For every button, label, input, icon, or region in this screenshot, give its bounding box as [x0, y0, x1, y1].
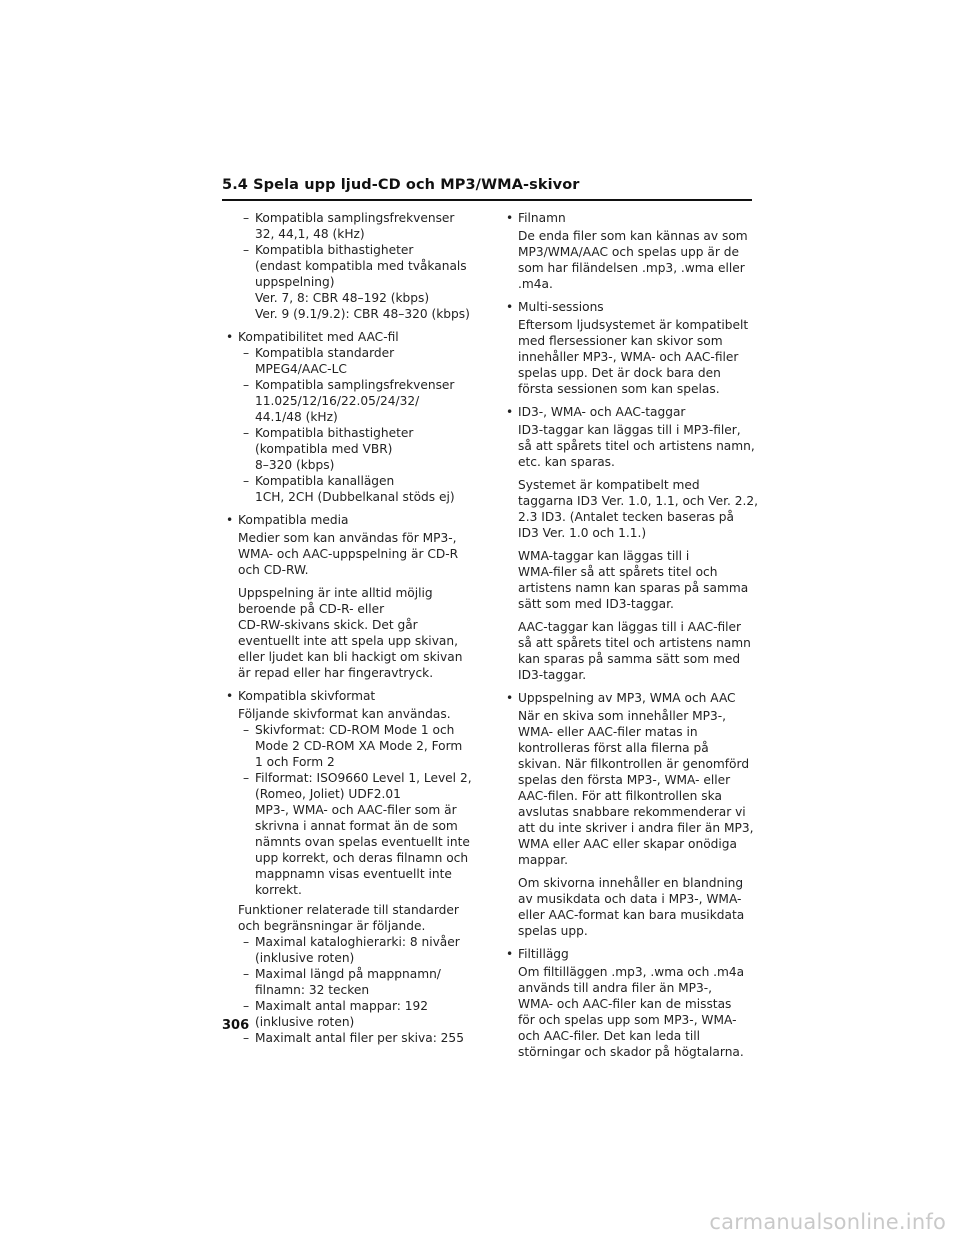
dash-marker: –	[243, 1031, 250, 1045]
text-line: används till andra filer än MP3-,	[518, 981, 713, 995]
text-line: innehåller MP3-, WMA- och AAC-filer	[518, 350, 739, 364]
paragraph	[226, 902, 474, 934]
bullet-marker: •	[506, 691, 514, 705]
dash-marker: –	[243, 211, 250, 225]
paragraph	[506, 317, 754, 397]
dash-item	[226, 1030, 474, 1046]
bullet-marker: •	[506, 211, 514, 225]
text-line: WMA-taggar kan läggas till i	[518, 549, 690, 563]
text-line: Systemet är kompatibelt med	[518, 478, 700, 492]
bullet-title: ID3-, WMA- och AAC-taggar	[518, 405, 686, 419]
text-line: Skivformat: CD-ROM Mode 1 och	[255, 723, 455, 737]
page-number: 306	[222, 1018, 250, 1033]
dash-text	[255, 934, 474, 966]
text-line: MP3/WMA/AAC och spelas upp är de	[518, 245, 739, 259]
paragraph	[506, 548, 754, 612]
bullet-marker: •	[506, 947, 514, 961]
text-line: Om skivorna innehåller en blandning	[518, 876, 744, 890]
header-rule	[222, 199, 752, 201]
text-line: så att spårets titel och artistens namn,	[518, 439, 755, 453]
dash-text	[255, 722, 474, 770]
text-line: WMA eller AAC eller skapar onödiga	[518, 837, 737, 851]
section-title: 5.4 Spela upp ljud-CD och MP3/WMA-skivor	[222, 177, 580, 193]
text-line: Ver. 9 (9.1/9.2): CBR 48–320 (kbps)	[255, 307, 470, 321]
text-line: CD-RW-skivans skick. Det går	[238, 618, 418, 632]
dash-marker: –	[243, 723, 250, 737]
text-line: Maximal kataloghierarki: 8 nivåer	[255, 935, 460, 949]
paragraph	[506, 619, 754, 683]
text-line: (endast kompatibla med tvåkanals	[255, 259, 467, 273]
dash-marker: –	[243, 935, 250, 949]
text-line: Kompatibla bithastigheter	[255, 426, 414, 440]
text-line: Filformat: ISO9660 Level 1, Level 2,	[255, 771, 472, 785]
dash-text	[255, 345, 474, 377]
text-line: etc. kan sparas.	[518, 455, 615, 469]
dash-text	[255, 1030, 474, 1046]
text-line: skivan. När filkontrollen är genomförd	[518, 757, 750, 771]
paragraph	[226, 585, 474, 681]
text-line: Följande skivformat kan användas.	[238, 707, 451, 721]
bullet-title: Kompatibilitet med AAC-fil	[238, 330, 399, 344]
text-line: sätt som med ID3-taggar.	[518, 597, 674, 611]
text-line: för och spelas upp som MP3-, WMA-	[518, 1013, 737, 1027]
text-line: Kompatibla standarder	[255, 346, 395, 360]
dash-text	[255, 998, 474, 1030]
bullet-item	[506, 946, 754, 962]
text-line: .m4a.	[518, 277, 553, 291]
text-line: 32, 44,1, 48 (kHz)	[255, 227, 365, 241]
text-line: spelas den första MP3-, WMA- eller	[518, 773, 731, 787]
text-line: och AAC-filer. Det kan leda till	[518, 1029, 701, 1043]
dash-item	[226, 473, 474, 505]
text-line: AAC-taggar kan läggas till i AAC-filer	[518, 620, 742, 634]
text-line: När en skiva som innehåller MP3-,	[518, 709, 727, 723]
text-line: Uppspelning är inte alltid möjlig	[238, 586, 433, 600]
text-line: som har filändelsen .mp3, .wma eller	[518, 261, 745, 275]
bullet-marker: •	[226, 513, 234, 527]
bullet-item	[506, 210, 754, 226]
dash-marker: –	[243, 771, 250, 785]
text-line: eventuellt inte att spela upp skivan,	[238, 634, 458, 648]
text-line: Om filtilläggen .mp3, .wma och .m4a	[518, 965, 745, 979]
bullet-marker: •	[506, 405, 514, 419]
text-line: mappar.	[518, 853, 569, 867]
text-line: (inklusive roten)	[255, 951, 355, 965]
bullet-marker: •	[226, 330, 234, 344]
text-line: Maximalt antal mappar: 192	[255, 999, 428, 1013]
dash-text	[255, 770, 474, 898]
text-line: korrekt.	[255, 883, 302, 897]
text-line: med flersessioner kan skivor som	[518, 334, 723, 348]
text-line: 1 och Form 2	[255, 755, 335, 769]
text-line: och CD-RW.	[238, 563, 309, 577]
text-line: uppspelning)	[255, 275, 335, 289]
text-line: 1CH, 2CH (Dubbelkanal stöds ej)	[255, 490, 455, 504]
bullet-item	[506, 690, 754, 706]
dash-text	[255, 210, 474, 242]
dash-text	[255, 242, 474, 322]
dash-item	[226, 934, 474, 966]
dash-item	[226, 377, 474, 425]
bullet-title: Kompatibla skivformat	[238, 689, 376, 703]
text-line: Mode 2 CD-ROM XA Mode 2, Form	[255, 739, 463, 753]
bullet-item	[226, 688, 474, 704]
text-line: 44.1/48 (kHz)	[255, 410, 338, 424]
text-line: Funktioner relaterade till standarder	[238, 903, 459, 917]
text-line: WMA- och AAC-uppspelning är CD-R	[238, 547, 459, 561]
text-line: upp korrekt, och deras filnamn och	[255, 851, 469, 865]
paragraph	[506, 964, 754, 1060]
dash-marker: –	[243, 378, 250, 392]
dash-item	[226, 722, 474, 770]
text-line: Maximal längd på mappnamn/	[255, 967, 441, 981]
bullet-title: Uppspelning av MP3, WMA och AAC	[518, 691, 736, 705]
dash-text	[255, 425, 474, 473]
text-line: och begränsningar är följande.	[238, 919, 426, 933]
bullet-marker: •	[506, 300, 514, 314]
dash-marker: –	[243, 243, 250, 257]
bullet-title: Filtillägg	[518, 947, 569, 961]
text-line: Medier som kan användas för MP3-,	[238, 531, 457, 545]
text-line: nämnts ovan spelas eventuellt inte	[255, 835, 470, 849]
text-line: artistens namn kan sparas på samma	[518, 581, 749, 595]
bullet-item	[226, 512, 474, 528]
text-line: är repad eller har fingeravtryck.	[238, 666, 434, 680]
dash-marker: –	[243, 426, 250, 440]
text-line: mappnamn visas eventuellt inte	[255, 867, 452, 881]
text-line: första sessionen som kan spelas.	[518, 382, 720, 396]
bullet-item	[506, 299, 754, 315]
text-line: Ver. 7, 8: CBR 48–192 (kbps)	[255, 291, 430, 305]
text-line: spelas upp.	[518, 924, 588, 938]
text-line: av musikdata och data i MP3-, WMA-	[518, 892, 742, 906]
bullet-marker: •	[226, 689, 234, 703]
text-line: WMA- och AAC-filer kan de misstas	[518, 997, 732, 1011]
text-line: 8–320 (kbps)	[255, 458, 335, 472]
text-line: taggarna ID3 Ver. 1.0, 1.1, och Ver. 2.2,	[518, 494, 758, 508]
bullet-title: Filnamn	[518, 211, 566, 225]
text-line: ID3-taggar.	[518, 668, 587, 682]
text-line: 2.3 ID3. (Antalet tecken baseras på	[518, 510, 734, 524]
text-line: WMA-filer så att spårets titel och	[518, 565, 718, 579]
paragraph	[226, 706, 474, 722]
paragraph	[506, 422, 754, 470]
dash-text	[255, 966, 474, 998]
left-column	[226, 210, 474, 1046]
text-line: WMA- eller AAC-filer matas in	[518, 725, 698, 739]
text-line: ID3-taggar kan läggas till i MP3-filer,	[518, 423, 741, 437]
dash-marker: –	[243, 999, 250, 1013]
text-line: spelas upp. Det är dock bara den	[518, 366, 721, 380]
bullet-title: Multi-sessions	[518, 300, 604, 314]
text-line: 11.025/12/16/22.05/24/32/	[255, 394, 420, 408]
text-line: skrivna i annat format än de som	[255, 819, 458, 833]
text-line: så att spårets titel och artistens namn	[518, 636, 751, 650]
text-line: beroende på CD-R- eller	[238, 602, 385, 616]
text-line: (Romeo, Joliet) UDF2.01	[255, 787, 401, 801]
text-line: Kompatibla bithastigheter	[255, 243, 414, 257]
dash-item	[226, 966, 474, 998]
dash-marker: –	[243, 474, 250, 488]
dash-marker: –	[243, 346, 250, 360]
text-line: ID3 Ver. 1.0 och 1.1.)	[518, 526, 647, 540]
bullet-item	[506, 404, 754, 420]
text-line: AAC-filen. För att filkontrollen ska	[518, 789, 722, 803]
dash-item	[226, 425, 474, 473]
dash-item	[226, 770, 474, 898]
text-line: (inklusive roten)	[255, 1015, 355, 1029]
text-line: att du inte skriver i andra filer än MP3,	[518, 821, 754, 835]
text-line: Kompatibla samplingsfrekvenser	[255, 378, 455, 392]
text-line: Eftersom ljudsystemet är kompatibelt	[518, 318, 749, 332]
paragraph	[506, 477, 758, 541]
text-line: avslutas snabbare rekommenderar vi	[518, 805, 746, 819]
right-column	[506, 210, 758, 1060]
text-line: eller ljudet kan bli hackigt om skivan	[238, 650, 463, 664]
text-line: Kompatibla kanallägen	[255, 474, 395, 488]
text-line: De enda filer som kan kännas av som	[518, 229, 748, 243]
text-line: (kompatibla med VBR)	[255, 442, 393, 456]
text-line: MPEG4/AAC-LC	[255, 362, 347, 376]
text-line: kontrolleras först alla filerna på	[518, 741, 709, 755]
paragraph	[506, 228, 754, 292]
dash-text	[255, 377, 474, 425]
watermark: carmanualsonline.info	[709, 1210, 946, 1234]
dash-item	[226, 210, 474, 242]
dash-text	[255, 473, 474, 505]
text-line: Kompatibla samplingsfrekvenser	[255, 211, 455, 225]
paragraph	[506, 708, 754, 868]
paragraph	[506, 875, 754, 939]
text-line: MP3-, WMA- och AAC-filer som är	[255, 803, 457, 817]
text-line: Maximalt antal filer per skiva: 255	[255, 1031, 464, 1045]
text-line: kan sparas på samma sätt som med	[518, 652, 741, 666]
text-line: eller AAC-format kan bara musikdata	[518, 908, 745, 922]
dash-item	[226, 998, 474, 1030]
paragraph	[226, 530, 474, 578]
text-line: filnamn: 32 tecken	[255, 983, 370, 997]
bullet-title: Kompatibla media	[238, 513, 349, 527]
text-line: störningar och skador på högtalarna.	[518, 1045, 744, 1059]
bullet-item	[226, 329, 474, 345]
dash-item	[226, 242, 474, 322]
dash-item	[226, 345, 474, 377]
dash-marker: –	[243, 967, 250, 981]
